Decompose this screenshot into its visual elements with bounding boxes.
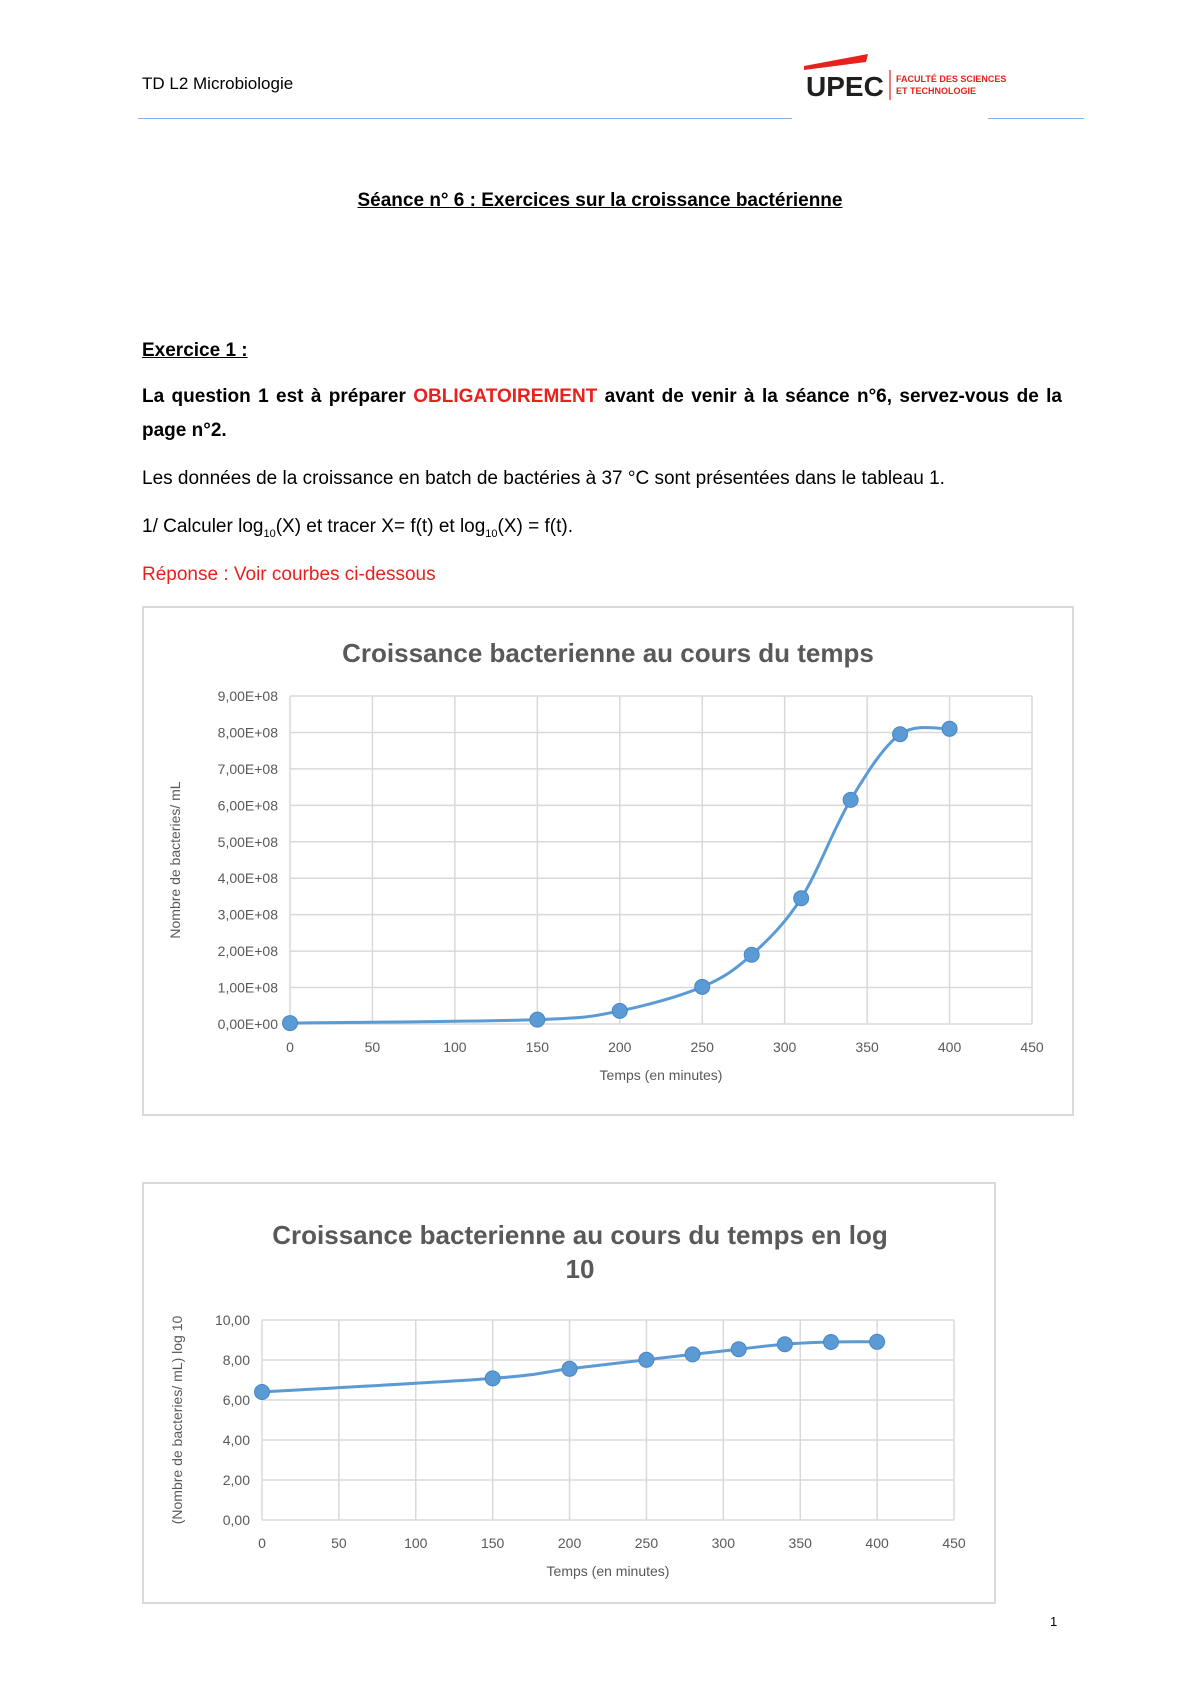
logo-line-2: ET TECHNOLOGIE xyxy=(896,86,977,96)
x-tick-label: 300 xyxy=(711,1535,736,1551)
upec-logo xyxy=(804,52,1007,108)
growth-chart xyxy=(142,606,1074,1116)
y-tick-label: 6,00E+08 xyxy=(217,797,278,814)
data-point xyxy=(823,1335,838,1350)
x-tick-label: 100 xyxy=(443,1039,467,1055)
y-tick-label: 6,00 xyxy=(222,1392,250,1408)
data-point xyxy=(485,1371,500,1386)
y-tick-label: 1,00E+08 xyxy=(217,979,278,996)
y-tick-label: 5,00E+08 xyxy=(217,833,278,850)
data-point xyxy=(893,727,908,742)
x-tick-label: 250 xyxy=(634,1535,659,1551)
data-point xyxy=(562,1361,577,1376)
x-tick-label: 50 xyxy=(364,1039,381,1055)
y-axis-title: (Nombre de bacteries/ mL) log 10 xyxy=(169,1315,185,1525)
logo-red-swoosh xyxy=(804,54,868,70)
y-tick-label: 0,00 xyxy=(222,1512,250,1528)
data-point xyxy=(283,1016,298,1031)
x-tick-label: 50 xyxy=(331,1535,347,1551)
question-intro-end: avant de venir à la séance n°6, servez-vous de la page n°2. xyxy=(142,386,1062,441)
y-tick-label: 3,00E+08 xyxy=(217,906,278,923)
x-tick-label: 450 xyxy=(942,1535,966,1551)
x-tick-label: 0 xyxy=(286,1039,294,1055)
x-tick-label: 300 xyxy=(772,1039,797,1055)
y-tick-label: 8,00 xyxy=(222,1352,250,1368)
data-point xyxy=(870,1334,885,1349)
question-intro xyxy=(142,380,1062,448)
exercise-label: Exercice 1 : xyxy=(142,340,248,361)
data-point xyxy=(777,1337,792,1352)
question-1 xyxy=(142,510,1062,551)
data-point xyxy=(639,1352,654,1367)
data-point xyxy=(255,1385,270,1400)
chart-title: Croissance bacterienne au cours du temps en log xyxy=(272,1220,888,1250)
data-point xyxy=(843,792,858,807)
data-point xyxy=(942,721,957,736)
y-tick-label: 10,00 xyxy=(214,1312,250,1328)
y-tick-label: 7,00E+08 xyxy=(217,760,278,777)
log-subscript: 10 xyxy=(263,527,276,540)
data-sentence: Les données de la croissance en batch de bactéries à 37 °C sont présentées dans le tableau 1. xyxy=(142,468,945,489)
data-point xyxy=(794,891,809,906)
x-tick-label: 100 xyxy=(404,1535,428,1551)
x-tick-label: 0 xyxy=(258,1535,266,1551)
x-tick-label: 400 xyxy=(865,1535,889,1551)
y-axis-title: Nombre de bacteries/ mL xyxy=(167,781,183,939)
logo-main-text: UPEC xyxy=(806,71,884,102)
page-title: Séance n° 6 : Exercices sur la croissance bactérienne xyxy=(357,190,843,211)
y-tick-label: 2,00 xyxy=(222,1472,250,1488)
x-axis-title: Temps (en minutes) xyxy=(546,1563,670,1579)
x-tick-label: 350 xyxy=(788,1535,812,1551)
header-rule xyxy=(138,118,792,119)
x-tick-label: 350 xyxy=(855,1039,879,1055)
x-tick-label: 150 xyxy=(525,1039,550,1055)
y-tick-label: 8,00E+08 xyxy=(217,724,278,741)
x-tick-label: 200 xyxy=(557,1535,582,1551)
x-tick-label: 400 xyxy=(937,1039,962,1055)
question-1-part-a: 1/ Calculer log xyxy=(142,516,264,537)
question-intro-start: La question 1 est à préparer xyxy=(142,386,414,407)
question-1-part-b: (X) et tracer X= f(t) et log xyxy=(275,516,486,537)
data-point xyxy=(685,1347,700,1362)
y-tick-label: 4,00 xyxy=(222,1432,250,1448)
data-point xyxy=(530,1012,545,1027)
growth-chart-svg xyxy=(144,608,1072,1114)
y-tick-label: 0,00E+00 xyxy=(217,1016,278,1032)
data-point xyxy=(731,1342,746,1357)
logo-line-1: FACULTÉ DES SCIENCES xyxy=(896,74,1007,84)
page-number: 1 xyxy=(1050,1614,1058,1629)
x-tick-label: 200 xyxy=(608,1039,632,1055)
y-tick-label: 4,00E+08 xyxy=(217,870,278,887)
x-tick-label: 150 xyxy=(480,1535,505,1551)
x-axis-title: Temps (en minutes) xyxy=(599,1067,723,1083)
log-growth-chart-svg xyxy=(144,1184,994,1602)
x-tick-label: 450 xyxy=(1020,1039,1044,1055)
data-point xyxy=(744,947,759,962)
question-1-part-c: (X) = f(t). xyxy=(497,516,574,537)
y-tick-label: 2,00E+08 xyxy=(217,943,278,960)
log-subscript: 10 xyxy=(485,527,498,540)
chart-title: Croissance bacterienne au cours du temps xyxy=(342,638,874,668)
answer-line: Réponse : Voir courbes ci-dessous xyxy=(142,564,436,585)
data-point xyxy=(612,1003,627,1018)
data-point xyxy=(695,979,710,994)
log-growth-chart xyxy=(142,1182,996,1604)
header-rule-right xyxy=(988,118,1084,119)
x-tick-label: 250 xyxy=(690,1039,714,1055)
chart-title: 10 xyxy=(565,1254,595,1284)
y-tick-label: 9,00E+08 xyxy=(217,688,278,704)
mandatory-keyword: OBLIGATOIREMENT xyxy=(413,386,598,407)
course-header: TD L2 Microbiologie xyxy=(142,74,294,93)
